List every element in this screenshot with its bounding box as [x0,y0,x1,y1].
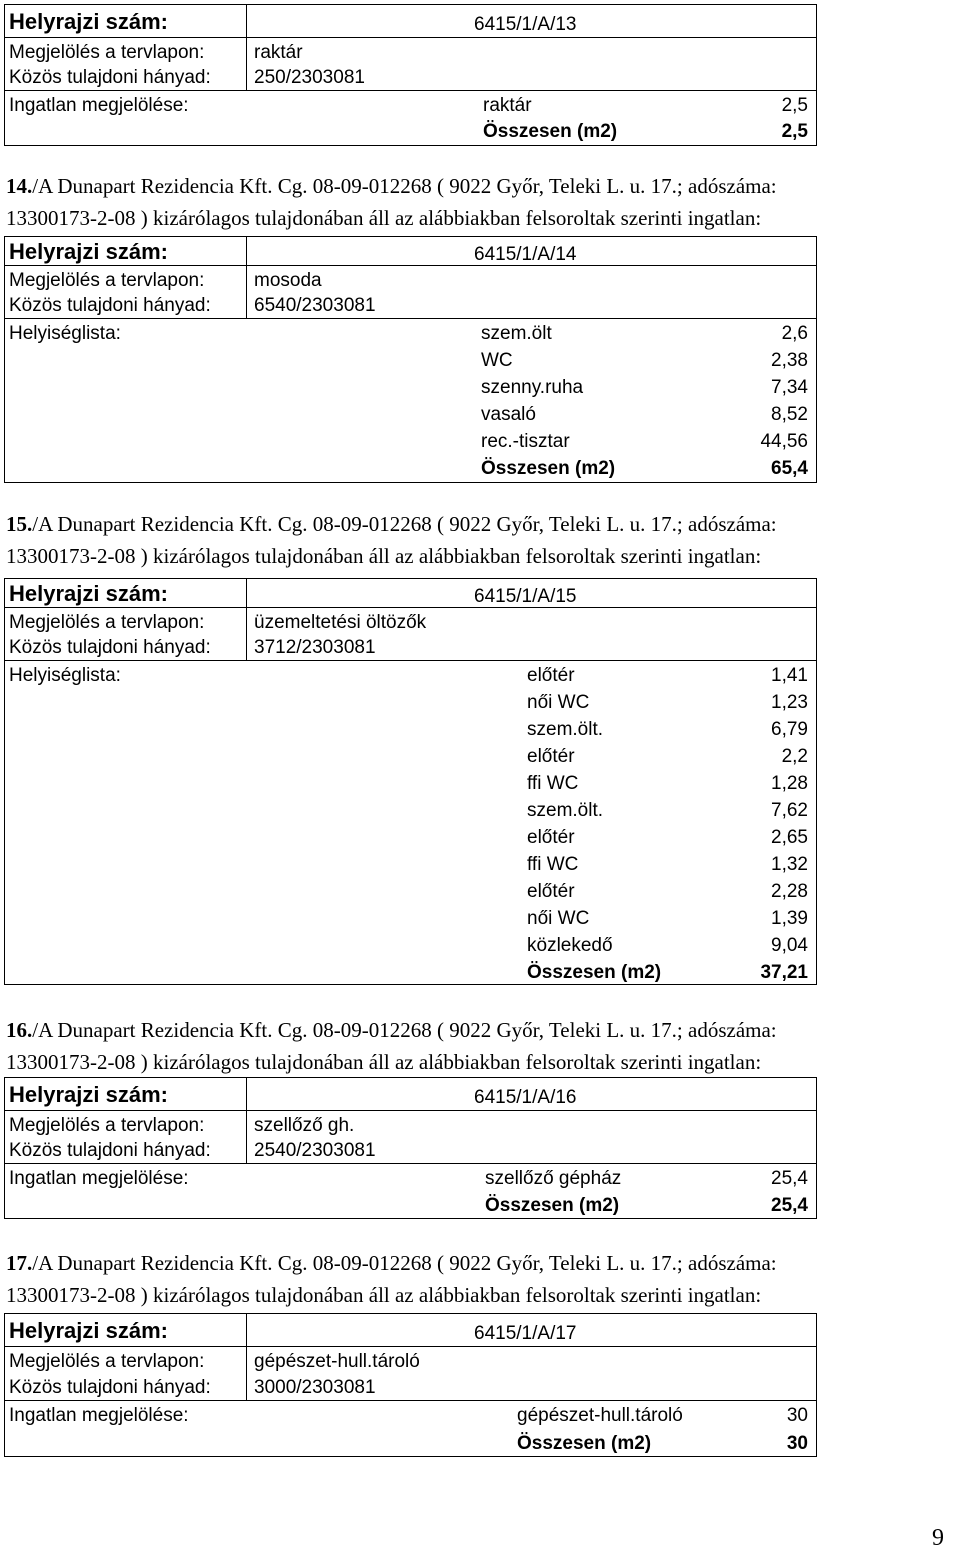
hanyad-label: Közös tulajdoni hányad: [9,637,211,658]
ingatlan-label: Ingatlan megjelölése: [9,1168,189,1189]
hrsz-value: 6415/1/A/16 [474,1087,577,1108]
column-divider [246,1077,247,1163]
item-value: 44,56 [760,431,808,452]
item-value: 7,34 [771,377,808,398]
item-value: 1,41 [771,665,808,686]
helyiseg-label: Helyiséglista: [9,665,121,686]
item-name: WC [481,350,513,371]
total-label: Összesen (m2) [483,121,618,142]
item-value: 1,39 [771,908,808,929]
hrsz-label: Helyrajzi szám: [9,581,168,606]
item-value: 7,62 [771,800,808,821]
total-value: 37,21 [760,962,808,983]
item-name: szem.ölt [481,323,552,344]
intro-number: 15. [6,512,33,536]
item-name: gépészet-hull.tároló [517,1405,683,1426]
item-name: közlekedő [527,935,613,956]
megjeloles-value: szellőző gh. [254,1115,355,1136]
megjeloles-label: Megjelölés a tervlapon: [9,612,205,633]
hanyad-value: 2540/2303081 [254,1140,376,1161]
intro-number: 14. [6,174,33,198]
intro-paragraph-line2: 13300173-2-08 ) kizárólagos tulajdonában áll az alábbiakban felsoroltak szerinti ingatlan: [6,1050,762,1074]
intro-number: 16. [6,1018,33,1042]
hrsz-value: 6415/1/A/15 [474,586,577,607]
total-value: 65,4 [771,458,808,479]
helyiseg-label: Helyiséglista: [9,323,121,344]
header-divider [4,1346,817,1347]
hrsz-label: Helyrajzi szám: [9,1082,168,1107]
item-value: 2,6 [781,323,808,344]
total-value: 2,5 [781,121,808,142]
item-value: 8,52 [771,404,808,425]
attr-divider [4,1163,817,1164]
intro-paragraph-line2: 13300173-2-08 ) kizárólagos tulajdonában áll az alábbiakban felsoroltak szerinti ingatlan: [6,544,762,568]
total-value: 25,4 [771,1195,808,1216]
item-name: szellőző gépház [485,1168,622,1189]
item-value: 9,04 [771,935,808,956]
intro-paragraph-line1 [6,176,777,197]
megjeloles-label: Megjelölés a tervlapon: [9,1351,205,1372]
item-value: 2,2 [781,746,808,767]
page-number: 9 [932,1525,944,1551]
intro-paragraph-line1 [6,514,777,535]
item-name: előtér [527,746,575,767]
hanyad-label: Közös tulajdoni hányad: [9,295,211,316]
item-value: 1,32 [771,854,808,875]
hanyad-label: Közös tulajdoni hányad: [9,1140,211,1161]
hrsz-value: 6415/1/A/17 [474,1323,577,1344]
hrsz-label: Helyrajzi szám: [9,9,168,34]
attr-divider [4,660,817,661]
item-name: raktár [483,95,532,116]
megjeloles-value: üzemeltetési öltözők [254,612,427,633]
total-label: Összesen (m2) [481,458,616,479]
intro-text: /A Dunapart Rezidencia Kft. Cg. 08-09-012268 ( 9022 Győr, Teleki L. u. 17.; adószáma: [32,512,777,536]
megjeloles-label: Megjelölés a tervlapon: [9,42,205,63]
intro-text: /A Dunapart Rezidencia Kft. Cg. 08-09-012268 ( 9022 Győr, Teleki L. u. 17.; adószáma: [32,1251,777,1275]
column-divider [246,4,247,90]
hrsz-label: Helyrajzi szám: [9,1318,168,1343]
item-name: női WC [527,692,590,713]
item-name: szem.ölt. [527,719,604,740]
item-name: női WC [527,908,590,929]
item-value: 30 [786,1405,808,1426]
total-label: Összesen (m2) [527,962,662,983]
intro-text: /A Dunapart Rezidencia Kft. Cg. 08-09-012268 ( 9022 Győr, Teleki L. u. 17.; adószáma: [32,1018,777,1042]
hanyad-label: Közös tulajdoni hányad: [9,67,211,88]
item-name: előtér [527,665,575,686]
item-value: 6,79 [771,719,808,740]
intro-paragraph-line1 [6,1253,777,1274]
total-label: Összesen (m2) [517,1433,652,1454]
hanyad-value: 6540/2303081 [254,295,376,316]
intro-number: 17. [6,1251,33,1275]
hanyad-value: 3000/2303081 [254,1377,376,1398]
intro-paragraph-line2: 13300173-2-08 ) kizárólagos tulajdonában áll az alábbiakban felsoroltak szerinti ingatlan: [6,206,762,230]
hrsz-value: 6415/1/A/14 [474,244,577,265]
megjeloles-value: gépészet-hull.tároló [254,1351,420,1372]
item-value: 2,5 [781,95,808,116]
column-divider [246,1313,247,1400]
item-name: ffi WC [527,773,579,794]
item-name: ffi WC [527,854,579,875]
megjeloles-label: Megjelölés a tervlapon: [9,1115,205,1136]
item-value: 25,4 [771,1168,808,1189]
item-name: előtér [527,827,575,848]
item-value: 1,28 [771,773,808,794]
item-value: 2,38 [771,350,808,371]
attr-divider [4,318,817,319]
hanyad-label: Közös tulajdoni hányad: [9,1377,211,1398]
item-value: 2,65 [771,827,808,848]
header-divider [4,265,817,266]
megjeloles-label: Megjelölés a tervlapon: [9,270,205,291]
total-value: 30 [786,1433,808,1454]
item-name: szenny.ruha [481,377,584,398]
header-divider [4,37,817,38]
hrsz-label: Helyrajzi szám: [9,239,168,264]
header-divider [4,607,817,608]
ingatlan-label: Ingatlan megjelölése: [9,1405,189,1426]
hanyad-value: 3712/2303081 [254,637,376,658]
item-name: vasaló [481,404,536,425]
hrsz-value: 6415/1/A/13 [474,14,577,35]
ingatlan-label: Ingatlan megjelölése: [9,95,189,116]
item-name: rec.-tisztar [481,431,570,452]
item-name: előtér [527,881,575,902]
total-label: Összesen (m2) [485,1195,620,1216]
megjeloles-value: raktár [254,42,303,63]
megjeloles-value: mosoda [254,270,322,291]
item-name: szem.ölt. [527,800,604,821]
header-divider [4,1110,817,1111]
column-divider [246,236,247,318]
intro-paragraph-line1 [6,1020,777,1041]
item-value: 2,28 [771,881,808,902]
column-divider [246,578,247,660]
attr-divider [4,90,817,91]
intro-text: /A Dunapart Rezidencia Kft. Cg. 08-09-012268 ( 9022 Győr, Teleki L. u. 17.; adószáma: [32,174,777,198]
intro-paragraph-line2: 13300173-2-08 ) kizárólagos tulajdonában áll az alábbiakban felsoroltak szerinti ingatlan: [6,1283,762,1307]
hanyad-value: 250/2303081 [254,67,365,88]
item-value: 1,23 [771,692,808,713]
attr-divider [4,1400,817,1401]
